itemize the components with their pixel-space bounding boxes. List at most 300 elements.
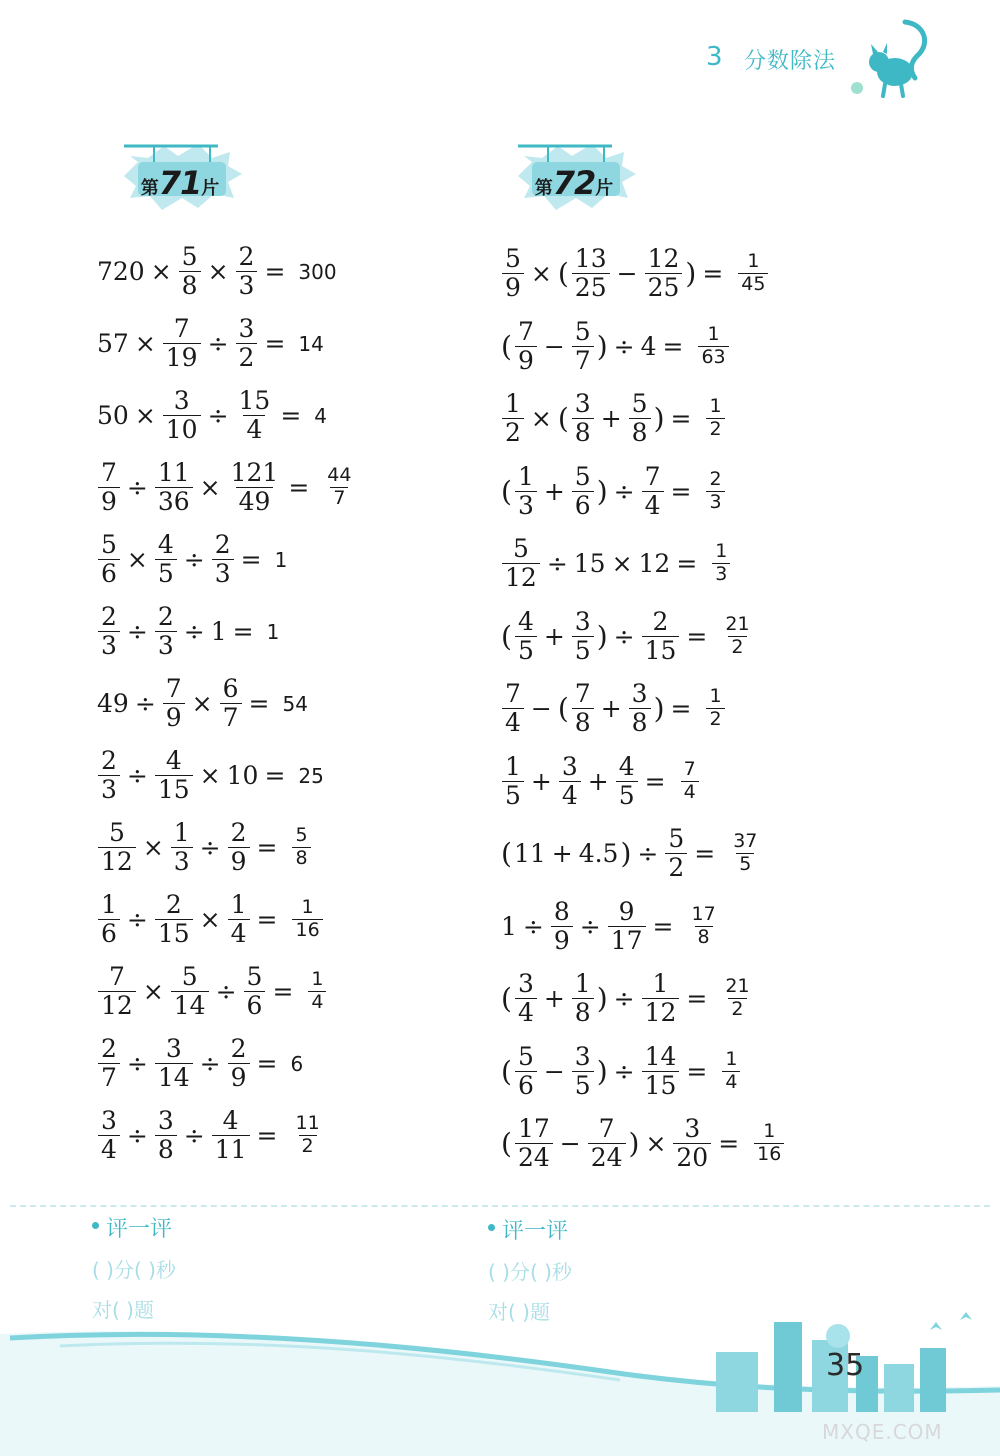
fraction: [754, 1122, 784, 1165]
time-field: ( )分( )秒: [92, 1258, 176, 1282]
denominator: 8: [572, 708, 594, 736]
number: 4.5: [578, 839, 619, 869]
denominator: 4: [98, 1135, 120, 1163]
problem-row: [96, 964, 328, 1020]
problem-row: [96, 532, 287, 588]
parenthesis: (: [501, 619, 512, 653]
operator: ×: [530, 259, 552, 289]
numerator: 1: [747, 250, 760, 273]
handwritten-answer: [720, 1047, 742, 1093]
problem-row: [96, 604, 279, 660]
fraction: [155, 532, 177, 588]
handwritten-answer: [710, 542, 732, 585]
operator: +: [543, 984, 565, 1014]
fraction: [645, 246, 683, 302]
parenthesis: ): [685, 257, 697, 291]
fraction: [572, 681, 594, 737]
denominator: 9: [163, 703, 185, 731]
operator: ÷: [522, 911, 544, 941]
operator: ÷: [199, 833, 221, 863]
number: 11: [513, 839, 546, 869]
operator: =: [694, 839, 716, 869]
denominator: 17: [608, 926, 646, 954]
parenthesis: ): [596, 982, 608, 1016]
denominator: 36: [155, 487, 193, 515]
problem-row: [96, 748, 324, 804]
operator: −: [559, 1129, 581, 1159]
fraction: [712, 542, 730, 585]
number: 15: [573, 549, 606, 579]
numerator: 1: [517, 461, 534, 491]
denominator: 4: [515, 998, 537, 1026]
numerator: 15: [238, 386, 271, 415]
numerator: 6: [222, 674, 239, 703]
denominator: 15: [642, 1071, 680, 1099]
denominator: 25: [645, 273, 683, 301]
denominator: 9: [515, 346, 537, 374]
denominator: 16: [292, 919, 322, 941]
problem-row: [500, 536, 732, 592]
fraction: [559, 751, 581, 810]
denominator: 8: [292, 847, 310, 869]
numerator: 3: [173, 386, 190, 415]
operator: =: [256, 1049, 278, 1079]
operator: ×: [126, 545, 148, 575]
denominator: 12: [98, 847, 136, 875]
problem-row: [96, 316, 324, 372]
denominator: 3: [236, 271, 258, 299]
problem-row: [96, 460, 356, 516]
numerator: 3: [517, 969, 534, 998]
numerator: 4: [222, 1106, 239, 1135]
fraction: [220, 676, 242, 732]
operator: =: [662, 331, 684, 361]
numerator: 11: [295, 1112, 320, 1135]
handwritten-answer: [704, 687, 726, 730]
operator: ×: [199, 905, 221, 935]
numerator: 7: [574, 679, 591, 708]
operator: ×: [207, 257, 229, 287]
fraction: [155, 1108, 177, 1164]
denominator: 9: [98, 487, 120, 515]
fraction: [98, 1108, 120, 1164]
handwritten-answer: 1: [266, 619, 280, 644]
operator: =: [240, 545, 262, 575]
fraction: [572, 461, 594, 520]
denominator: 4: [642, 491, 664, 519]
operator: ÷: [126, 617, 148, 647]
fraction: [98, 748, 120, 804]
numerator: 2: [214, 530, 231, 559]
denominator: 9: [551, 926, 573, 954]
numerator: 1: [173, 818, 190, 847]
numerator: 5: [574, 316, 591, 346]
numerator: 5: [181, 242, 198, 271]
operator: =: [670, 404, 692, 434]
operator: ÷: [126, 761, 148, 791]
numerator: 2: [101, 746, 117, 775]
denominator: 4: [681, 781, 699, 803]
operator: ÷: [613, 1056, 635, 1086]
parenthesis: (: [501, 329, 512, 363]
denominator: 15: [155, 775, 193, 803]
handwritten-answer: 25: [298, 763, 324, 788]
numerator: 2: [101, 1034, 117, 1063]
watermark-text: MXQE.COM: [822, 1420, 943, 1444]
operator: ÷: [613, 331, 635, 361]
fraction: [515, 606, 537, 665]
denominator: 4: [559, 781, 581, 809]
fraction: [155, 460, 193, 516]
numerator: 4: [618, 751, 635, 781]
denominator: 12: [642, 998, 680, 1026]
number: 57: [97, 329, 129, 359]
operator: =: [670, 476, 692, 506]
fraction: [572, 316, 594, 375]
denominator: 15: [155, 919, 193, 947]
problem-row: [500, 606, 755, 665]
parenthesis: (: [557, 257, 569, 291]
badge-71: [118, 136, 248, 216]
fraction: [171, 964, 209, 1020]
denominator: 4: [243, 415, 265, 443]
denominator: 4: [308, 991, 326, 1013]
denominator: 2: [706, 418, 724, 440]
chapter-number: 3: [706, 42, 723, 72]
operator: ÷: [546, 549, 568, 579]
fraction: [642, 606, 680, 665]
denominator: 9: [228, 1063, 250, 1091]
fraction: [324, 466, 354, 509]
operator: =: [644, 766, 666, 796]
handwritten-answer: [736, 252, 770, 295]
fraction: [722, 1047, 740, 1093]
denominator: 8: [572, 998, 594, 1026]
numerator: 3: [574, 606, 591, 636]
numerator: 1: [709, 685, 722, 708]
numerator: 7: [683, 757, 696, 780]
fraction: [155, 892, 193, 948]
handwritten-answer: 4: [314, 403, 328, 428]
badge-label: 第71片: [140, 164, 220, 202]
denominator: 2: [502, 418, 524, 446]
fraction: [292, 898, 322, 941]
numerator: 8: [553, 896, 570, 926]
review-title: 评一评: [106, 1217, 173, 1242]
operator: =: [702, 259, 724, 289]
operator: ÷: [207, 329, 229, 359]
badge-label: 第72片: [534, 164, 614, 202]
operator: =: [718, 1129, 740, 1159]
operator: ÷: [126, 905, 148, 935]
parenthesis: (: [557, 692, 569, 726]
fraction: [163, 388, 201, 444]
denominator: 7: [98, 1063, 120, 1091]
fraction: [572, 971, 594, 1027]
denominator: 8: [572, 418, 594, 446]
denominator: 10: [163, 415, 201, 443]
operator: ÷: [199, 1049, 221, 1079]
fraction: [98, 604, 120, 660]
numerator: 2: [230, 818, 247, 847]
numerator: 1: [652, 969, 669, 998]
fraction: [212, 532, 234, 588]
time-field: ( )分( )秒: [488, 1260, 572, 1284]
operator: =: [264, 257, 286, 287]
numerator: 3: [238, 314, 255, 343]
fraction: [502, 391, 524, 447]
handwritten-answer: 14: [298, 331, 324, 356]
operator: ÷: [183, 617, 205, 647]
operator: +: [543, 621, 565, 651]
bullet-icon: [92, 1222, 99, 1229]
numerator: 121: [230, 458, 279, 487]
parenthesis: ): [596, 1054, 608, 1088]
handwritten-answer: [720, 612, 754, 658]
operator: −: [616, 259, 638, 289]
numerator: 3: [165, 1034, 182, 1063]
fraction: [98, 820, 136, 876]
operator: =: [686, 984, 708, 1014]
denominator: 4: [722, 1071, 740, 1093]
operator: ÷: [637, 839, 659, 869]
numerator: 1: [763, 1120, 776, 1143]
denominator: 7: [220, 703, 242, 731]
fraction: [502, 536, 540, 592]
denominator: 3: [706, 491, 724, 513]
fraction: [698, 322, 728, 368]
operator: ÷: [126, 1121, 148, 1151]
denominator: 7: [330, 487, 348, 509]
operator: −: [543, 331, 565, 361]
denominator: 14: [155, 1063, 193, 1091]
fraction: [730, 832, 760, 875]
operator: ÷: [183, 545, 205, 575]
denominator: 2: [665, 853, 687, 881]
numerator: 3: [561, 751, 578, 781]
operator: =: [652, 911, 674, 941]
denominator: 3: [98, 631, 120, 659]
fraction: [642, 461, 664, 520]
denominator: 2: [728, 998, 746, 1020]
fraction: [588, 1116, 626, 1172]
fraction: [98, 964, 136, 1020]
handwritten-answer: [720, 977, 754, 1020]
problem-row: [96, 244, 337, 300]
denominator: 8: [695, 926, 713, 948]
fraction: [572, 606, 594, 665]
problem-row: [96, 388, 327, 444]
denominator: 16: [754, 1143, 784, 1165]
numerator: 13: [574, 244, 607, 273]
parenthesis: ): [628, 1127, 640, 1161]
operator: ÷: [613, 984, 635, 1014]
problem-row: [500, 316, 731, 375]
fraction: [515, 316, 537, 375]
operator: =: [256, 905, 278, 935]
numerator: 5: [631, 389, 648, 418]
fraction: [98, 1036, 120, 1092]
operator: ÷: [613, 621, 635, 651]
numerator: 5: [108, 818, 125, 847]
operator: ×: [199, 761, 221, 791]
parenthesis: ): [620, 837, 632, 871]
fraction: [236, 388, 274, 444]
fraction: [616, 751, 638, 810]
denominator: 7: [572, 346, 594, 374]
operator: =: [288, 473, 310, 503]
fraction: [98, 892, 120, 948]
numerator: 7: [517, 316, 534, 346]
numerator: 2: [652, 606, 669, 636]
parenthesis: ): [596, 329, 608, 363]
handwritten-answer: [752, 1122, 786, 1165]
badge-72: [512, 136, 642, 216]
fraction: [228, 460, 282, 516]
denominator: 9: [228, 847, 250, 875]
numerator: 2: [165, 890, 182, 919]
operator: ×: [134, 329, 156, 359]
correct-count-field: 对( )题: [488, 1300, 550, 1324]
numerator: 4: [517, 606, 534, 636]
fraction: [236, 244, 258, 300]
denominator: 5: [155, 559, 177, 587]
operator: =: [256, 1121, 278, 1151]
numerator: 4: [157, 530, 174, 559]
numerator: 2: [238, 242, 255, 271]
numerator: 5: [295, 824, 308, 847]
parenthesis: (: [501, 1054, 512, 1088]
handwritten-answer: 6: [290, 1051, 304, 1076]
handwritten-answer: [704, 397, 726, 440]
fraction: [572, 391, 594, 447]
denominator: 5: [515, 636, 537, 664]
parenthesis: ): [653, 402, 665, 436]
operator: =: [280, 401, 302, 431]
denominator: 3: [515, 491, 537, 519]
numerator: 7: [101, 458, 117, 487]
denominator: 24: [588, 1143, 626, 1171]
numerator: 1: [574, 969, 591, 998]
denominator: 6: [98, 919, 120, 947]
operator: +: [600, 694, 622, 724]
fraction: [292, 1114, 322, 1157]
denominator: 4: [228, 919, 250, 947]
parenthesis: ): [653, 692, 665, 726]
operator: ÷: [134, 689, 156, 719]
problem-row: [500, 896, 721, 955]
denominator: 12: [502, 563, 540, 591]
operator: −: [543, 1056, 565, 1086]
problem-row: [96, 676, 308, 732]
parenthesis: (: [501, 474, 512, 508]
problem-row: [500, 461, 727, 520]
chapter-title: 分数除法: [744, 49, 837, 74]
fraction: [163, 316, 201, 372]
denominator: 25: [572, 273, 610, 301]
operator: =: [232, 617, 254, 647]
numerator: 21: [725, 612, 750, 635]
fraction: [228, 820, 250, 876]
fraction: [308, 970, 326, 1013]
operator: =: [676, 549, 698, 579]
handwritten-answer: 300: [298, 259, 337, 284]
operator: ×: [611, 549, 633, 579]
numerator: 5: [505, 244, 521, 273]
problem-row: [500, 246, 770, 302]
numerator: 1: [709, 395, 722, 418]
page-number: 35: [826, 1348, 865, 1383]
parenthesis: (: [501, 982, 512, 1016]
handwritten-answer: [322, 466, 356, 509]
problem-row: [96, 1108, 325, 1164]
handwritten-answer: [290, 898, 324, 941]
denominator: 6: [572, 491, 594, 519]
denominator: 6: [515, 1071, 537, 1099]
operator: ×: [530, 404, 552, 434]
handwritten-answer: [290, 826, 312, 869]
numerator: 7: [644, 461, 661, 491]
handwritten-answer: [704, 467, 726, 513]
fraction: [706, 687, 724, 730]
fraction: [515, 971, 537, 1027]
numerator: 5: [512, 534, 529, 563]
numerator: 9: [618, 896, 635, 926]
numerator: 5: [517, 1041, 534, 1071]
operator: +: [600, 404, 622, 434]
operator: =: [256, 833, 278, 863]
numerator: 1: [505, 751, 521, 781]
problem-row: [96, 892, 325, 948]
handwritten-answer: 1: [274, 547, 288, 572]
operator: ×: [134, 401, 156, 431]
operator: +: [551, 839, 573, 869]
numerator: 11: [157, 458, 190, 487]
numerator: 5: [246, 962, 263, 991]
problem-row: [96, 820, 313, 876]
problem-row: [500, 391, 727, 447]
operator: ÷: [215, 977, 237, 1007]
numerator: 21: [725, 975, 750, 998]
fraction: [292, 826, 310, 869]
numerator: 5: [101, 530, 117, 559]
numerator: 2: [230, 1034, 247, 1063]
fraction: [629, 391, 651, 447]
number: 1: [210, 617, 227, 647]
denominator: 2: [728, 636, 746, 658]
number: 10: [226, 761, 259, 791]
section-divider: [10, 1205, 990, 1207]
fraction: [572, 1041, 594, 1100]
numerator: 3: [684, 1114, 701, 1143]
operator: +: [530, 766, 552, 796]
fraction: [738, 252, 768, 295]
number: 1: [501, 911, 517, 941]
numerator: 5: [668, 824, 685, 853]
numerator: 1: [311, 968, 324, 991]
operator: ×: [150, 257, 172, 287]
operator: =: [248, 689, 270, 719]
numerator: 17: [691, 902, 716, 925]
numerator: 37: [733, 830, 758, 853]
number: 720: [97, 257, 145, 287]
operator: ÷: [183, 1121, 205, 1151]
problem-row: [500, 1041, 742, 1100]
operator: ÷: [613, 476, 635, 506]
parenthesis: ): [596, 619, 608, 653]
handwritten-answer: [290, 1114, 324, 1157]
numerator: 2: [101, 602, 117, 631]
